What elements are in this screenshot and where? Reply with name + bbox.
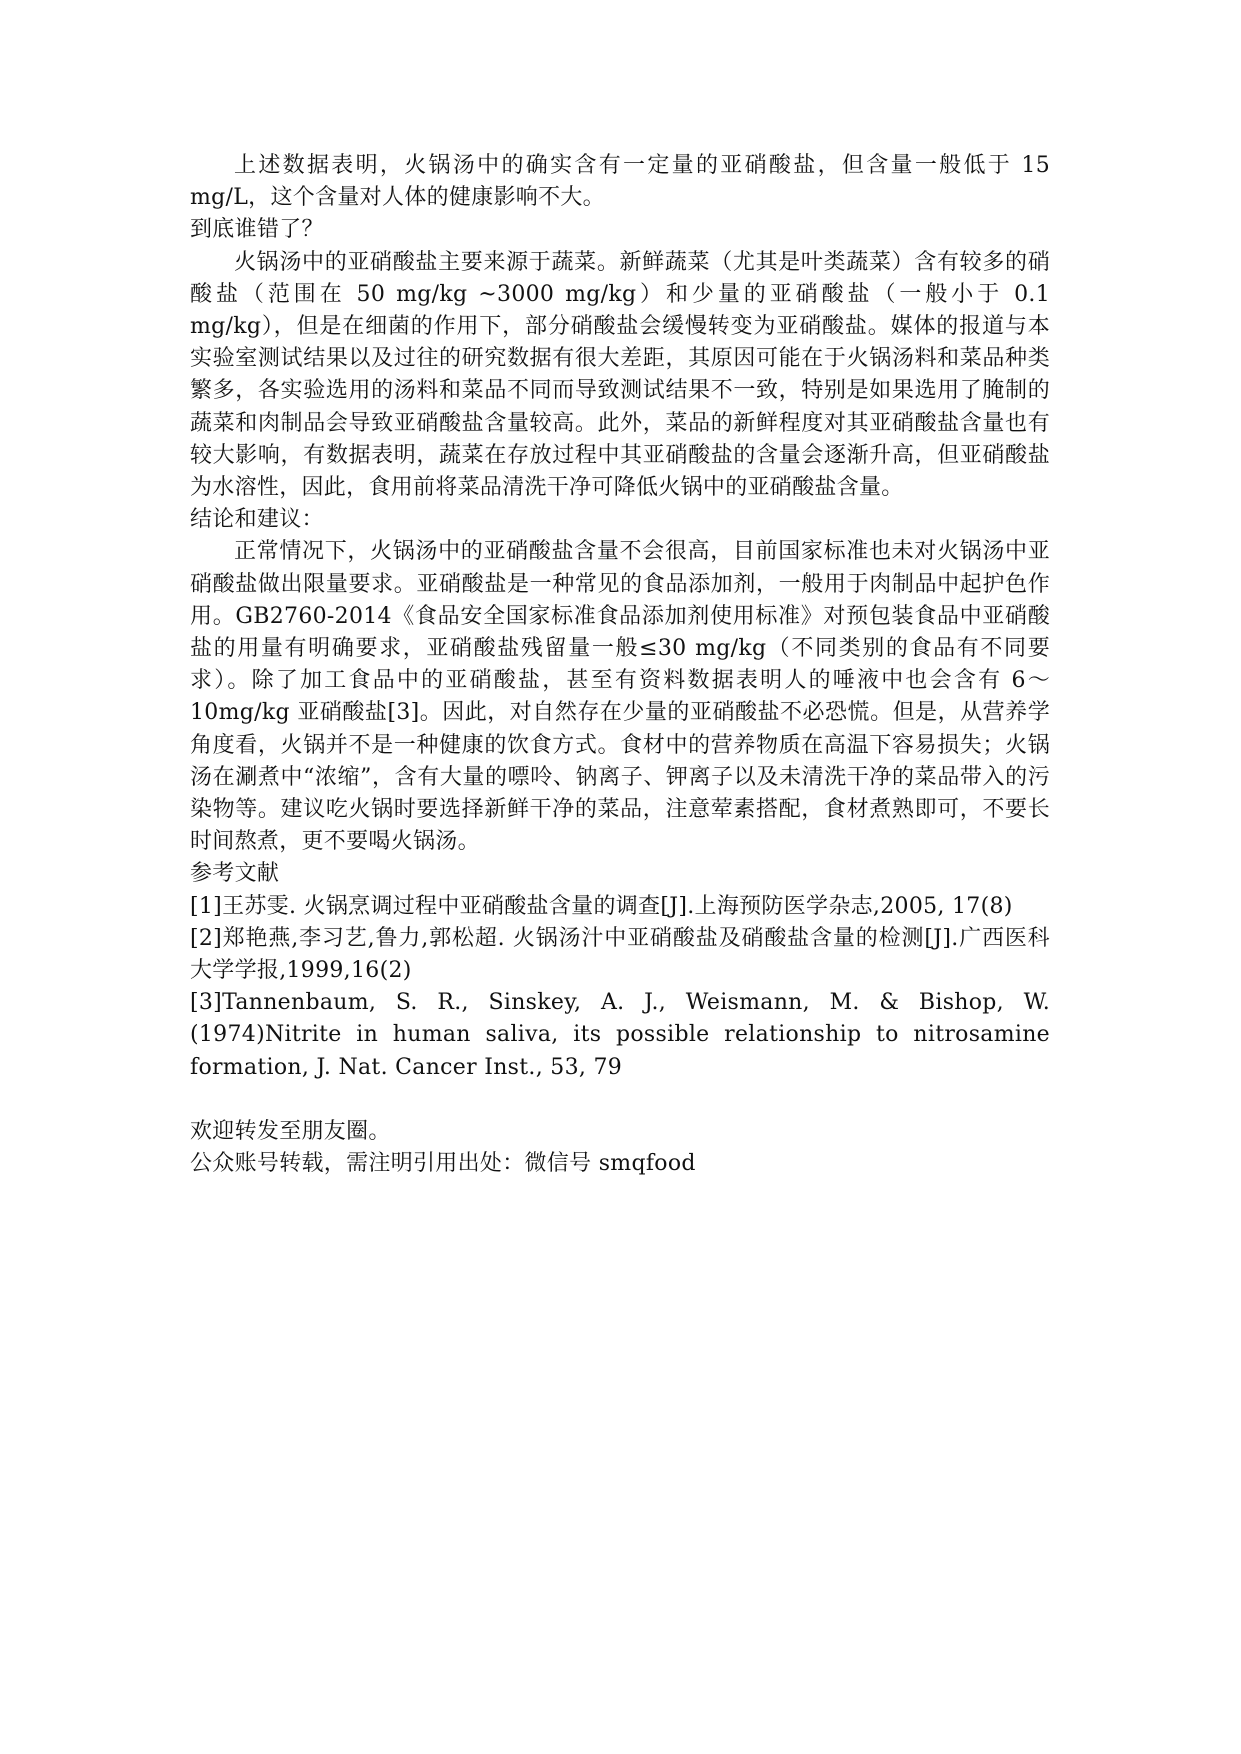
article-body (190, 150, 1050, 1180)
spacer (190, 1084, 1050, 1116)
intro-paragraph: 上述数据表明，火锅汤中的确实含有一定量的亚硝酸盐，但含量一般低于 15 mg/L，这个含量对人体的健康影响不大。 (190, 153, 1050, 211)
reference-item-2: [2]郑艳燕,李习艺,鲁力,郭松超. 火锅汤汁中亚硝酸盐及硝酸盐含量的检测[J].广西医科大学学报,1999,16(2) (190, 925, 1050, 984)
repost-note: 公众账号转载，需注明引用出处：微信号 smqfood (190, 1151, 696, 1177)
reference-item-1: [1]王苏雯. 火锅烹调过程中亚硝酸盐含量的调查[J].上海预防医学杂志,2005, 17(8) (190, 893, 1013, 919)
share-note: 欢迎转发至朋友圈。 (190, 1118, 391, 1144)
section-heading-references: 参考文献 (190, 861, 280, 887)
conclusion-paragraph: 正常情况下，火锅汤中的亚硝酸盐含量不会很高，目前国家标准也未对火锅汤中亚硝酸盐做出限量要求。亚硝酸盐是一种常见的食品添加剂，一般用于肉制品中起护色作用。GB2760-2014《食品安全国家标准食品添加剂使用标准》对预包装食品中亚硝酸盐的用量有明确要求，亚硝酸盐残留量一般≤30 mg/kg（不同类别的食品有不同要求）。除了加工食品中的亚硝酸盐，甚至有资料数据表明人的唾液中也会含有 6～10mg/kg 亚硝酸盐[3]。因此，对自然存在少量的亚硝酸盐不必恐慌。但是，从营养学角度看，火锅并不是一种健康的饮食方式。食材中的营养物质在高温下容易损失；火锅汤在涮煮中“浓缩”，含有大量的嘌呤、钠离子、钾离子以及未清洗干净的菜品带入的污染物等。建议吃火锅时要选择新鲜干净的菜品，注意荤素搭配，食材煮熟即可，不要长时间熬煮，更不要喝火锅汤。 (190, 539, 1050, 855)
section-heading-conclusion: 结论和建议： (190, 507, 324, 533)
reference-item-3: [3]Tannenbaum, S. R., Sinskey, A. J., Weismann, M. & Bishop, W. (1974)Nitrite in human saliva, its possible relationship to nitrosamine formation, J. Nat. Cancer Inst., 53, 79 (190, 990, 1050, 1080)
section-heading-who-was-wrong: 到底谁错了？ (190, 217, 324, 243)
cause-paragraph: 火锅汤中的亚硝酸盐主要来源于蔬菜。新鲜蔬菜（尤其是叶类蔬菜）含有较多的硝酸盐（范围在 50 mg/kg ~3000 mg/kg）和少量的亚硝酸盐（一般小于 0.1 mg/kg），但是在细菌的作用下，部分硝酸盐会缓慢转变为亚硝酸盐。媒体的报道与本实验室测试结果以及过往的研究数据有很大差距，其原因可能在于火锅汤料和菜品种类繁多，各实验选用的汤料和菜品不同而导致测试结果不一致，特别是如果选用了腌制的蔬菜和肉制品会导致亚硝酸盐含量较高。此外，菜品的新鲜程度对其亚硝酸盐含量也有较大影响，有数据表明，蔬菜在存放过程中其亚硝酸盐的含量会逐渐升高，但亚硝酸盐为水溶性，因此，食用前将菜品清洗干净可降低火锅中的亚硝酸盐含量。 (190, 249, 1050, 501)
